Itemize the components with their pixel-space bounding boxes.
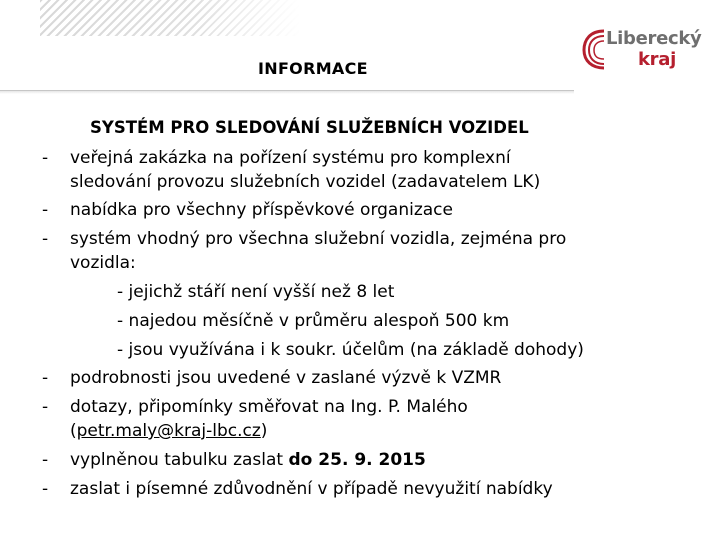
list-item-line: systém vhodný pro všechna služební vozidla, zejména pro [70, 229, 567, 249]
email-link[interactable]: petr.maly@kraj-lbc.cz [76, 421, 261, 441]
deadline-date: do 25. 9. 2015 [288, 450, 426, 470]
bullet-dash: - [42, 368, 49, 388]
paren-close: ) [260, 421, 268, 441]
list-item-line: vozidla: [70, 253, 136, 273]
sub-list-item: - jejichž stáří není vyšší než 8 let [117, 282, 395, 302]
slide-subtitle: SYSTÉM PRO SLEDOVÁNÍ SLUŽEBNÍCH VOZIDEL [90, 118, 529, 137]
list-item-line [70, 419, 267, 443]
list-item-line: zaslat i písemné zdůvodnění v případě nevyužití nabídky [70, 479, 553, 499]
logo-text-liberecky: Liberecký [606, 28, 702, 49]
bullet-dash: - [42, 479, 49, 499]
list-item-line: dotazy, připomínky směřovat na Ing. P. Malého [70, 397, 468, 417]
list-item-line: nabídka pro všechny příspěvkové organizace [70, 200, 453, 220]
bullet-dash: - [42, 450, 49, 470]
logo-text-kraj: kraj [638, 49, 676, 70]
list-item-line [70, 448, 426, 472]
bullet-dash: - [42, 148, 49, 168]
bullet-dash: - [42, 229, 49, 249]
page-title: INFORMACE [258, 59, 368, 78]
item-text: vyplněnou tabulku zaslat [70, 450, 289, 470]
list-item-line: veřejná zakázka na pořízení systému pro komplexní [70, 148, 511, 168]
list-item-line: sledování provozu služebních vozidel (zadavatelem LK) [70, 172, 541, 192]
list-item-line: podrobnosti jsou uvedené v zaslané výzvě k VZMR [70, 368, 502, 388]
bullet-dash: - [42, 200, 49, 220]
sub-list-item: - najedou měsíčně v průměru alespoň 500 km [117, 311, 510, 331]
bullet-dash: - [42, 397, 49, 417]
sub-list-item: - jsou využívána i k soukr. účelům (na základě dohody) [117, 340, 584, 360]
paren-open: ( [70, 421, 77, 441]
